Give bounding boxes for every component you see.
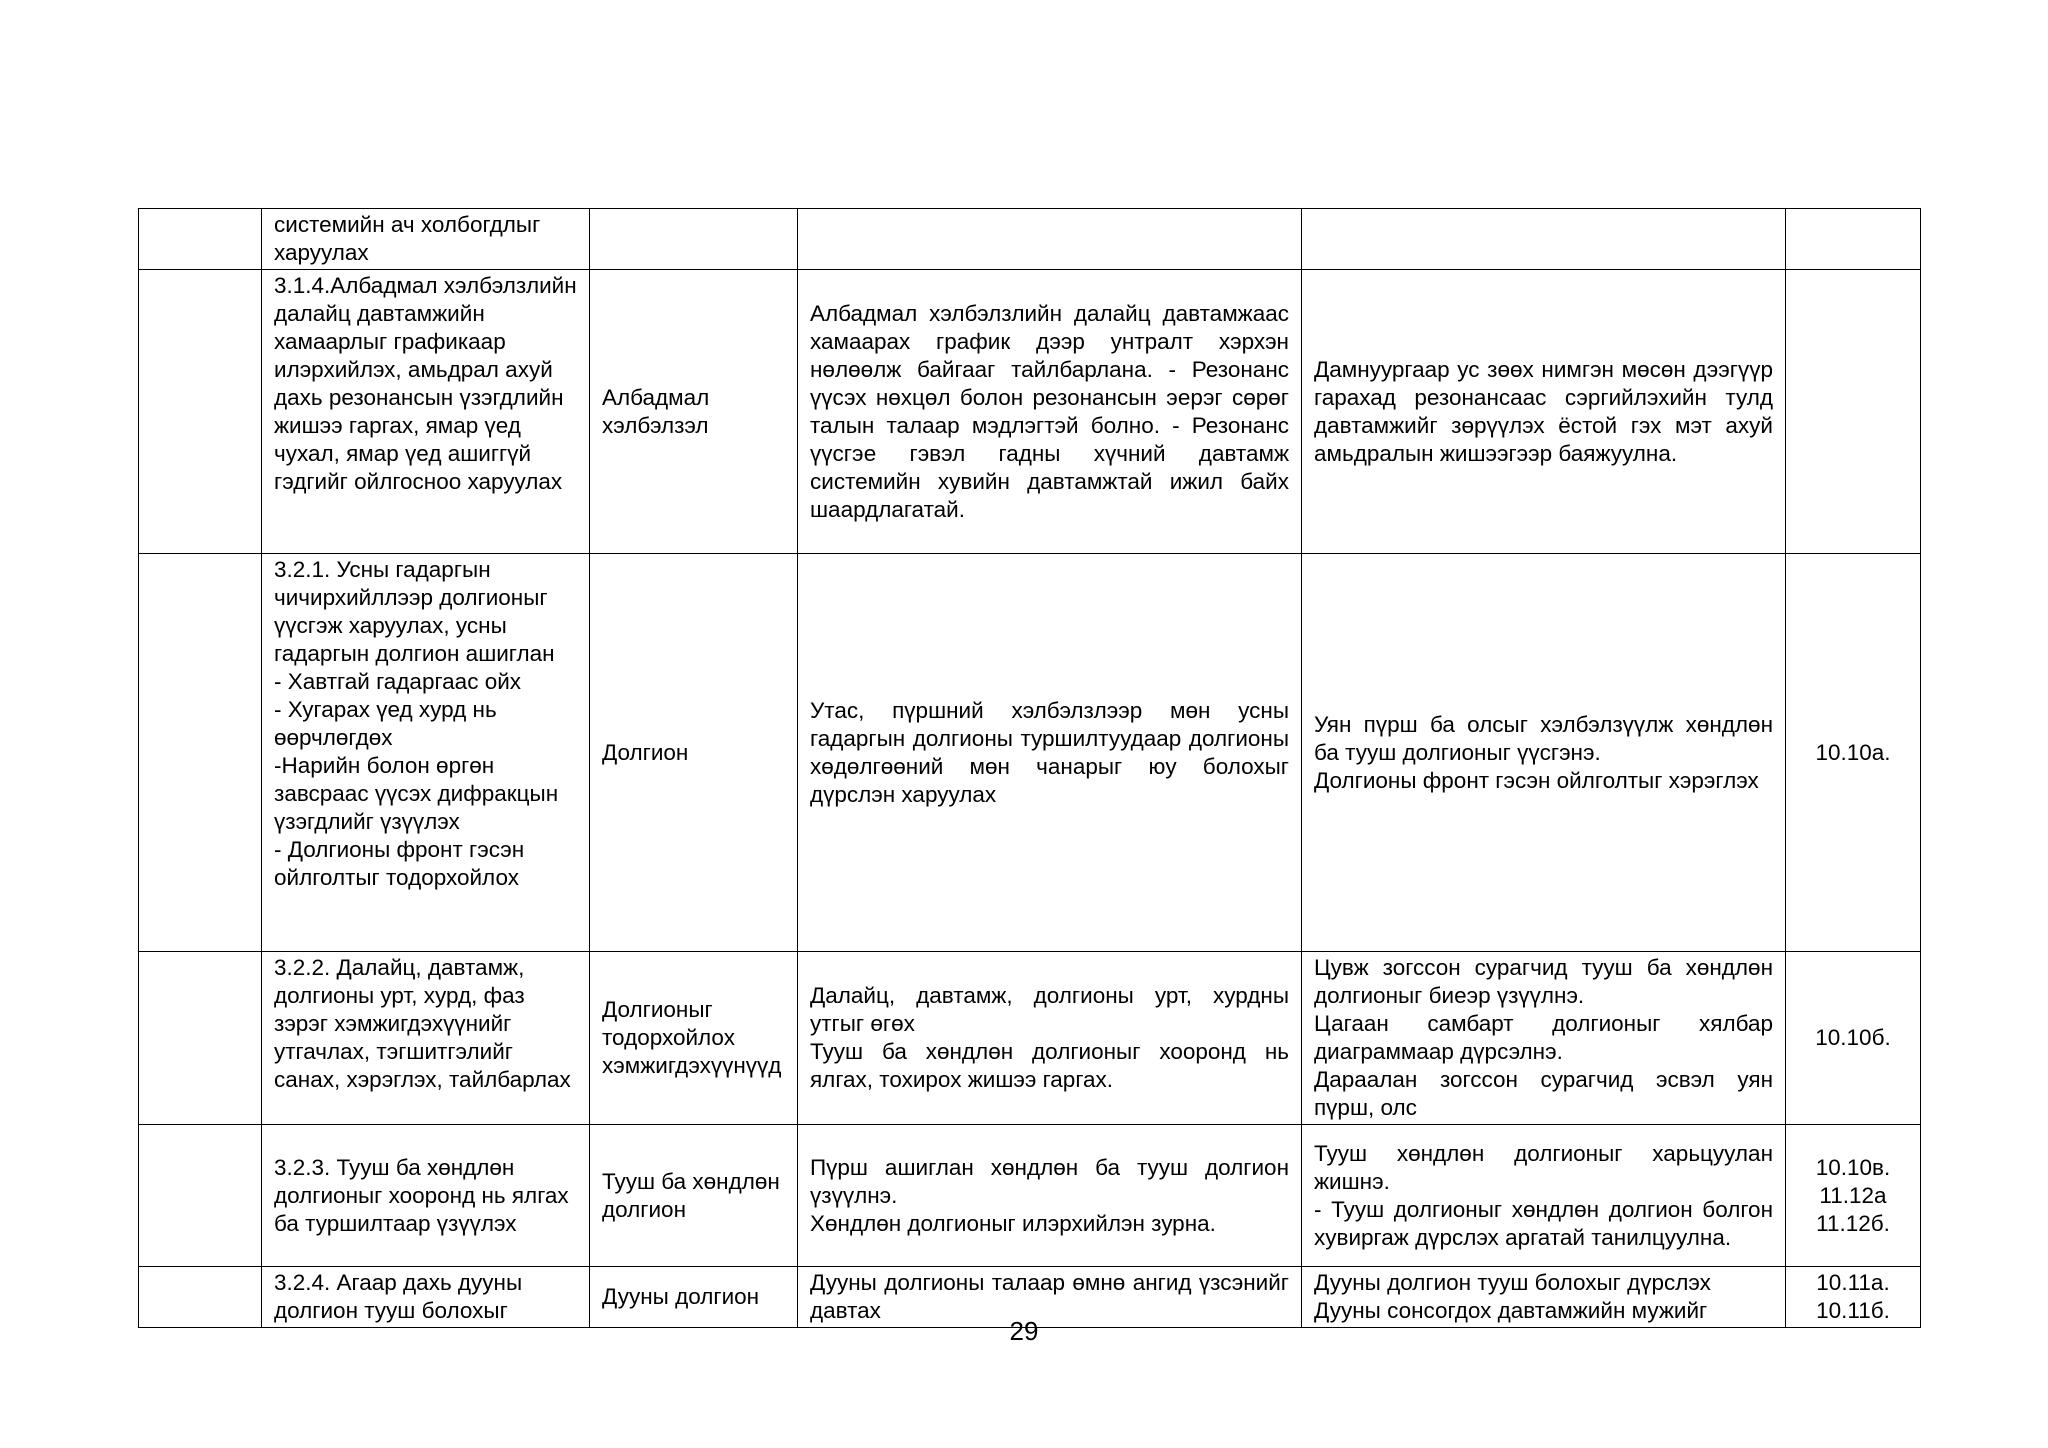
topic-text: Дууны долгион	[602, 1284, 760, 1309]
section-cell	[139, 554, 262, 952]
topic-text: Долгион	[602, 739, 689, 765]
objective-text: - Долгионы фронт гэсэн ойлголтыг тодорхойлох	[274, 837, 525, 890]
topic-text: Долгионыг тодорхойлох хэмжигдэхүүнүүд	[602, 997, 782, 1078]
code-cell	[1786, 1125, 1921, 1267]
section-cell	[139, 209, 262, 270]
section-cell	[139, 1125, 262, 1267]
tip-cell	[1302, 209, 1786, 270]
table-row	[139, 270, 1921, 554]
activity-text: Хөндлөн долгионыг илэрхийлэн зурна.	[810, 1210, 1216, 1236]
table-row	[139, 952, 1921, 1125]
activity-cell	[798, 554, 1302, 952]
objective-cell	[262, 270, 590, 554]
curriculum-table	[138, 208, 1921, 1328]
code-cell	[1786, 554, 1921, 952]
topic-cell	[590, 952, 798, 1125]
activity-cell	[798, 1125, 1302, 1267]
activity-text: Утас, пүршний хэлбэлзлээр мөн усны гадаргын долгионы туршилтуудаар долгионы хөдөлгөөний мөн чанарыг юу болохыг дүрслэн харуулах	[810, 697, 1289, 807]
page-number: 29	[1009, 1316, 1039, 1346]
topic-text: Албадмал хэлбэлзэл	[602, 384, 710, 438]
section-cell	[139, 270, 262, 554]
tip-text: Уян пүрш ба олсыг хэлбэлзүүлж хөндлөн ба тууш долгионыг үүсгэнэ.	[1314, 711, 1773, 765]
objective-text: 3.1.4.Албадмал хэлбэлзлийн далайц давтамжийн хамаарлыг графикаар илэрхийлэх, амьдрал ахуй дахь резонансын үзэгдлийн жишээ гаргах, ямар үед чухал, ямар үед ашиггүй гэдгийг ойлгосноо харуулах	[274, 273, 577, 494]
activity-text: Дууны долгионы талаар өмнө ангид үзсэнийг давтах	[810, 1270, 1289, 1323]
code-text: 10.11а.	[1816, 1270, 1890, 1295]
topic-cell	[590, 270, 798, 554]
tip-text: Дууны долгион тууш болохыг дүрслэх	[1314, 1270, 1711, 1295]
tip-text: Тууш хөндлөн долгионыг харьцуулан жишнэ.	[1314, 1140, 1773, 1194]
tip-cell	[1302, 1125, 1786, 1267]
section-cell	[139, 952, 262, 1125]
topic-cell	[590, 1125, 798, 1267]
topic-text: Тууш ба хөндлөн долгион	[602, 1168, 780, 1222]
tip-cell	[1302, 270, 1786, 554]
objective-text: системийн ач холбогдлыг харуулах	[274, 212, 541, 265]
code-text: 10.11б.	[1816, 1298, 1890, 1323]
activity-text: Албадмал хэлбэлзлийн далайц давтамжаас хамаарах график дээр унтралт хэрхэн нөлөөлж байгааг тайлбарлана. - Резонанс үүсэх нөхцөл болон резонансын эерэг сөрөг талын талаар мэдлэгтэй болно. - Резонанс үүсгэе гэвэл гадны хүчний давтамж системийн хувийн давтамжтай ижил байх шаардлагатай.	[810, 300, 1289, 522]
objective-cell	[262, 1125, 590, 1267]
code-text: 10.10б.	[1815, 1025, 1891, 1050]
objective-text: - Хавтгай гадаргаас ойх	[274, 669, 522, 694]
tip-text: Дууны сонсогдох давтамжийн мужийг	[1314, 1298, 1708, 1323]
objective-text: 3.2.3. Тууш ба хөндлөн долгионыг хооронд нь ялгах ба туршилтаар үзүүлэх	[274, 1154, 569, 1236]
table-row	[139, 1125, 1921, 1267]
activity-text: Пүрш ашиглан хөндлөн ба тууш долгион үзүүлнэ.	[810, 1154, 1289, 1208]
code-cell	[1786, 270, 1921, 554]
objective-text: -Нарийн болон өргөн завсраас үүсэх дифракцын үзэгдлийг үзүүлэх	[274, 753, 559, 834]
objective-text: 3.2.4. Агаар дахь дууны долгион тууш болохыг	[274, 1270, 523, 1323]
topic-cell	[590, 554, 798, 952]
objective-cell	[262, 209, 590, 270]
objective-text: 3.2.1. Усны гадаргын чичирхийллээр долгионыг үүсгэж харуулах, усны гадаргын долгион ашиглан	[274, 557, 555, 666]
table-row	[139, 209, 1921, 270]
table-row	[139, 554, 1921, 952]
tip-text: Цувж зогссон сурагчид тууш ба хөндлөн долгионыг биеэр үзүүлнэ.	[1314, 955, 1773, 1008]
objective-text: - Хугарах үед хурд нь өөрчлөгдөх	[274, 697, 497, 750]
code-text: 11.12б.	[1816, 1210, 1890, 1236]
code-text: 10.10а.	[1815, 739, 1891, 765]
tip-text: - Тууш долгионыг хөндлөн долгион болгон хувиргаж дүрслэх аргатай танилцуулна.	[1314, 1196, 1773, 1250]
tip-cell	[1302, 952, 1786, 1125]
tip-text: Дараалан зогссон сурагчид эсвэл уян пүрш, олс	[1314, 1067, 1773, 1120]
tip-cell	[1302, 554, 1786, 952]
tip-text: Долгионы фронт гэсэн ойлголтыг хэрэглэх	[1314, 767, 1759, 793]
activity-text: Далайц, давтамж, долгионы урт, хурдны утгыг өгөх	[810, 983, 1289, 1036]
code-text: 11.12а	[1819, 1182, 1887, 1208]
code-cell	[1786, 952, 1921, 1125]
code-text: 10.10в.	[1815, 1154, 1891, 1180]
activity-cell	[798, 270, 1302, 554]
activity-cell	[798, 952, 1302, 1125]
activity-text: Тууш ба хөндлөн долгионыг хооронд нь ялгах, тохирох жишээ гаргах.	[810, 1039, 1289, 1092]
objective-cell	[262, 554, 590, 952]
activity-cell	[798, 209, 1302, 270]
code-cell	[1786, 209, 1921, 270]
tip-text: Дамнуургаар ус зөөх нимгэн мөсөн дээгүүр гарахад резонансаас сэргийлэхийн тулд давтамжийг зөрүүлэх ёстой гэх мэт ахуй амьдралын жишээгээр баяжуулна.	[1314, 356, 1773, 466]
objective-cell	[262, 952, 590, 1125]
topic-cell	[590, 209, 798, 270]
tip-text: Цагаан самбарт долгионыг хялбар диаграммаар дүрсэлнэ.	[1314, 1011, 1773, 1064]
objective-text: 3.2.2. Далайц, давтамж, долгионы урт, хурд, фаз зэрэг хэмжигдэхүүнийг утгачлах, тэгшитгэлийг санах, хэрэглэх, тайлбарлах	[274, 955, 571, 1092]
